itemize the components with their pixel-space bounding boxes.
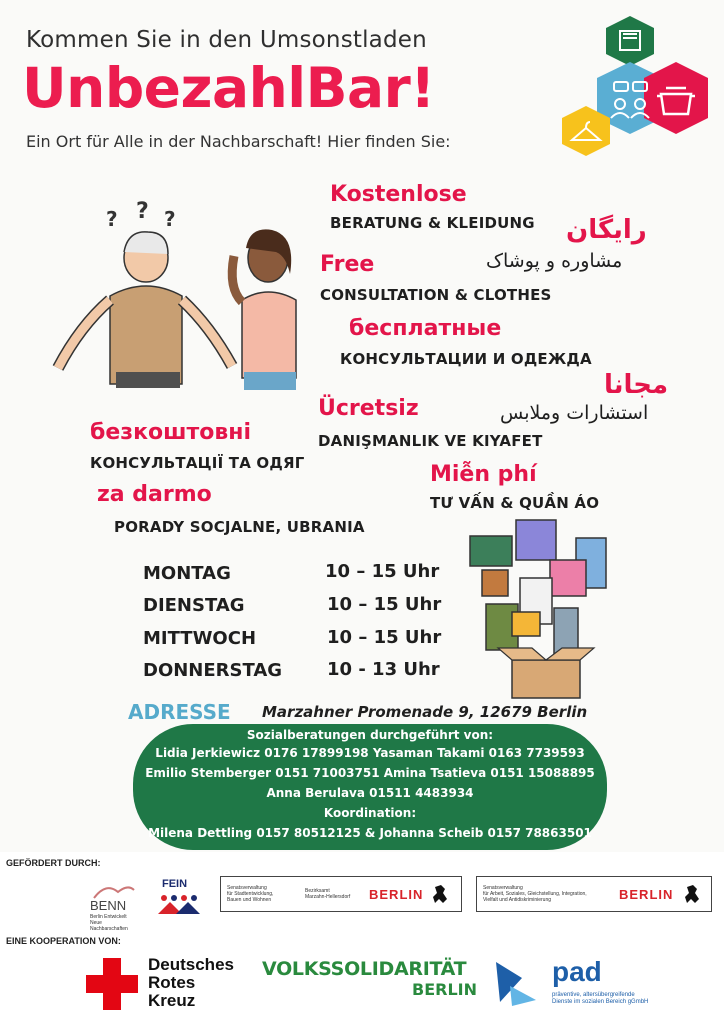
clothes-box-illustration — [458, 512, 622, 702]
hex-red — [644, 62, 708, 134]
offer-fa-heading: رایگان — [566, 215, 647, 245]
coordination-heading: Koordination: — [323, 806, 417, 820]
schedule-time-thursday: 10 - 13 Uhr — [327, 659, 440, 680]
page-title: UnbezahlBar! — [22, 56, 435, 120]
pad-logo: pad präventive, altersübergreifende Dienste im sozialen Bereich gGmbH — [492, 952, 712, 1014]
contacts-line-2: Emilio Stemberger 0151 71003751 Amina Tsatieva 0151 15088895 — [145, 766, 595, 780]
intro-text: Kommen Sie in den Umsonstladen — [26, 27, 427, 53]
offer-uk-detail: КОНСУЛЬТАЦІЇ ТА ОДЯГ — [90, 454, 305, 472]
schedule-day-wednesday: MITTWOCH — [143, 628, 257, 649]
question-mark-icon: ? — [106, 207, 118, 231]
hex-green — [606, 16, 654, 66]
schedule-day-tuesday: DIENSTAG — [143, 595, 245, 616]
volkssolidaritaet-logo: VOLKSSOLIDARITÄT BERLIN — [262, 958, 477, 999]
schedule-time-monday: 10 – 15 Uhr — [325, 561, 440, 582]
benn-figure-icon — [88, 880, 138, 900]
offer-pl-heading: za darmo — [97, 482, 212, 507]
offer-ar-heading: مجانا — [604, 370, 669, 400]
svg-text:?: ? — [136, 199, 149, 224]
contacts-heading: Sozialberatungen durchgeführt von: — [246, 728, 494, 742]
contacts-line-3: Anna Berulava 01511 4483934 — [266, 786, 474, 800]
offer-vi-detail: TƯ VẤN & QUẦN ÁO — [430, 494, 600, 512]
offer-de-detail: BERATUNG & KLEIDUNG — [330, 214, 535, 232]
hexagon-logo — [548, 14, 714, 156]
offer-ru-heading: бесплатные — [349, 316, 502, 341]
tshirt-yellow — [512, 612, 540, 636]
senate-social-logo: Senatsverwaltung für Arbeit, Soziales, Gleichstellung, Integration, Vielfalt und Antidiskriminierung BERLIN — [476, 876, 712, 912]
top-pink — [550, 560, 586, 596]
drk-logo: Deutsches Rotes Kreuz — [86, 956, 256, 1014]
schedule-day-thursday: DONNERSTAG — [143, 660, 283, 681]
berlin-bear-icon — [431, 883, 449, 905]
svg-text:?: ? — [164, 207, 176, 231]
pad-swoosh-icon — [492, 956, 544, 1008]
offer-fa-detail: مشاوره و پوشاک — [486, 250, 623, 272]
man-figure — [58, 232, 232, 388]
contacts-line-1: Lidia Jerkiewicz 0176 17899198 Yasaman Takami 0163 7739593 — [155, 746, 585, 760]
senate-urban-logo: Senatsverwaltung für Stadtentwicklung, Bauen und Wohnen Bezirksamt Marzahn-Hellersdorf BERLIN — [220, 876, 462, 912]
people-illustration — [50, 196, 312, 396]
contacts-box — [133, 724, 607, 850]
address-value: Marzahner Promenade 9, 12679 Berlin — [262, 703, 588, 721]
jacket-green — [470, 536, 512, 566]
subtitle-text: Ein Ort für Alle in der Nachbarschaft! Hier finden Sie: — [26, 132, 451, 151]
shirt-purple — [516, 520, 556, 560]
offer-en-detail: CONSULTATION & CLOTHES — [320, 286, 552, 304]
funded-label: GEFÖRDERT DURCH: — [6, 858, 101, 868]
schedule-day-monday: MONTAG — [143, 563, 231, 584]
offer-vi-heading: Miễn phí — [430, 462, 537, 487]
coop-label: EINE KOOPERATION VON: — [6, 936, 121, 946]
footer — [0, 852, 724, 1024]
offer-ar-detail: استشارات وملابس — [500, 402, 649, 424]
fein-logo: FEIN — [156, 876, 202, 918]
coordination-line: Milena Dettling 0157 80512125 & Johanna Scheib 0157 78863501 — [148, 826, 592, 840]
schedule-time-wednesday: 10 – 15 Uhr — [327, 627, 442, 648]
woman-figure — [232, 229, 296, 390]
cardboard-box — [512, 660, 580, 698]
shorts-orange — [482, 570, 508, 596]
address-label: ADRESSE — [128, 700, 231, 724]
offer-pl-detail: PORADY SOCJALNE, UBRANIA — [114, 518, 365, 536]
offer-uk-heading: безкоштовні — [90, 420, 252, 445]
offer-tr-heading: Ücretsiz — [318, 396, 419, 421]
berlin-bear-icon — [683, 883, 701, 905]
offer-en-heading: Free — [320, 252, 375, 277]
offer-de-heading: Kostenlose — [330, 182, 467, 207]
offer-tr-detail: DANIŞMANLIK VE KIYAFET — [318, 432, 543, 450]
schedule-time-tuesday: 10 – 15 Uhr — [327, 594, 442, 615]
benn-logo: BENN Berlin Entwickelt Neue Nachbarschaften — [88, 880, 138, 926]
red-cross-icon — [86, 958, 138, 1010]
fein-people-icon — [156, 892, 202, 916]
pants-grey — [554, 608, 578, 654]
offer-ru-detail: КОНСУЛЬТАЦИИ И ОДЕЖДА — [340, 350, 592, 368]
